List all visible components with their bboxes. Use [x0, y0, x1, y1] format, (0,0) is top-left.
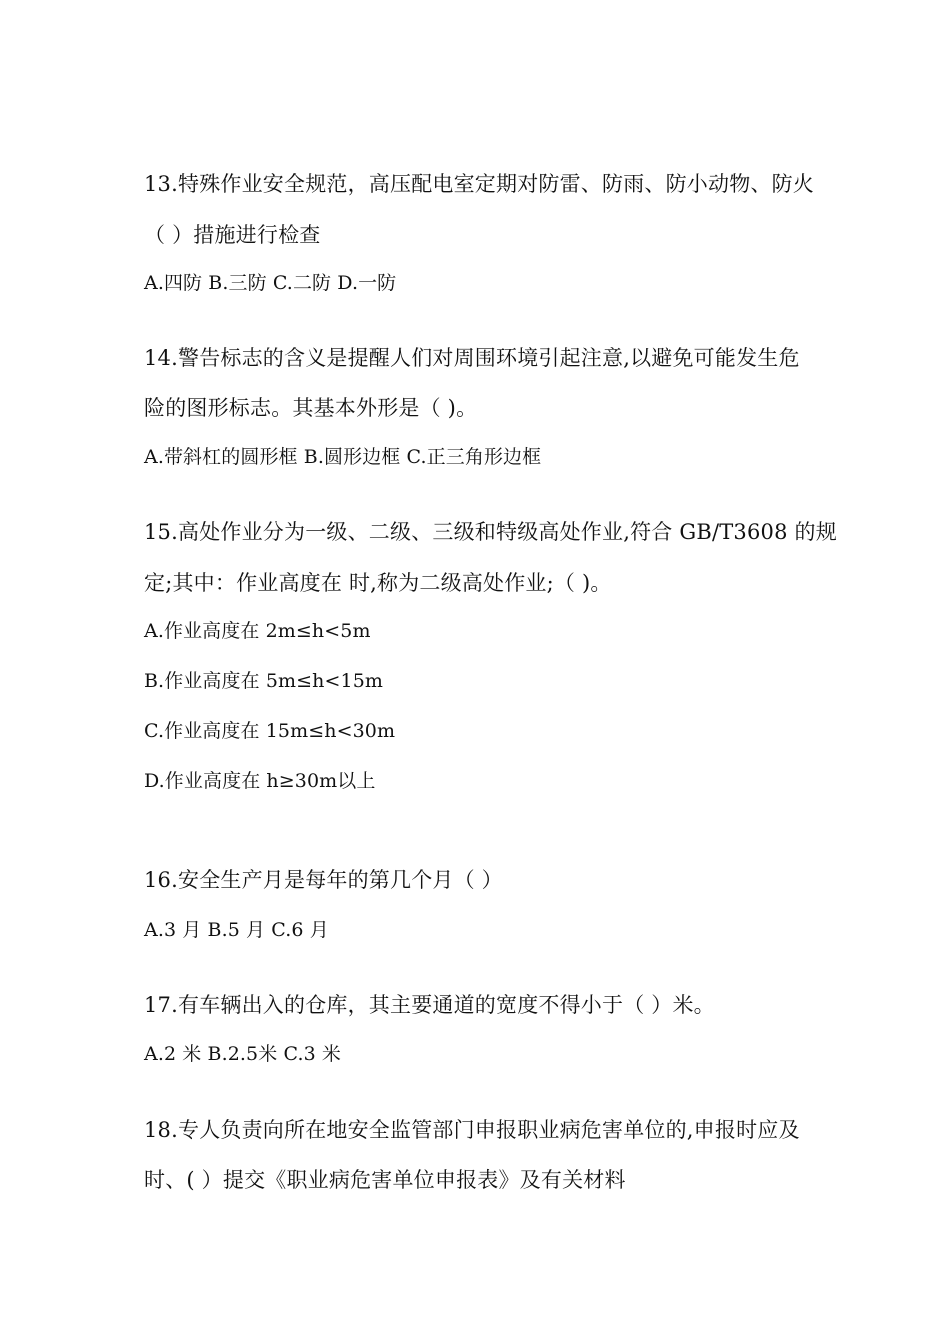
- question-15-option-d: D.作业高度在 h≥30m以上: [144, 770, 376, 792]
- question-14-stem-line-1: 14.警告标志的含义是提醒人们对周围环境引起注意,以避免可能发生危: [144, 346, 800, 370]
- question-16-stem: 16.安全生产月是每年的第几个月（ ）: [144, 868, 503, 892]
- question-15-option-c: C.作业高度在 15m≤h<30m: [144, 720, 396, 742]
- question-15-stem-line-2: 定;其中：作业高度在 时,称为二级高处作业;（ )。: [144, 571, 612, 595]
- question-13-stem-line-2: （ ）措施进行检查: [144, 223, 321, 247]
- question-15-stem-line-1: 15.高处作业分为一级、二级、三级和特级高处作业,符合 GB/T3608 的规: [144, 520, 837, 544]
- question-14-options: A.带斜杠的圆形框 B.圆形边框 C.正三角形边框: [144, 446, 542, 468]
- question-18-stem-line-2: 时、( ）提交《职业病危害单位申报表》及有关材料: [144, 1168, 626, 1192]
- question-17-options: A.2 米 B.2.5米 C.3 米: [144, 1043, 342, 1065]
- question-14-stem-line-2: 险的图形标志。其基本外形是（ )。: [144, 396, 478, 420]
- question-13-options: A.四防 B.三防 C.二防 D.一防: [144, 272, 397, 294]
- question-13-stem-line-1: 13.特殊作业安全规范，高压配电室定期对防雷、防雨、防小动物、防火: [144, 172, 814, 196]
- question-18-stem-line-1: 18.专人负责向所在地安全监管部门申报职业病危害单位的,申报时应及: [144, 1118, 800, 1142]
- question-15-option-a: A.作业高度在 2m≤h<5m: [144, 620, 371, 642]
- question-15-option-b: B.作业高度在 5m≤h<15m: [144, 670, 384, 692]
- question-16-options: A.3 月 B.5 月 C.6 月: [144, 919, 329, 941]
- question-17-stem: 17.有车辆出入的仓库，其主要通道的宽度不得小于（ ）米。: [144, 993, 715, 1017]
